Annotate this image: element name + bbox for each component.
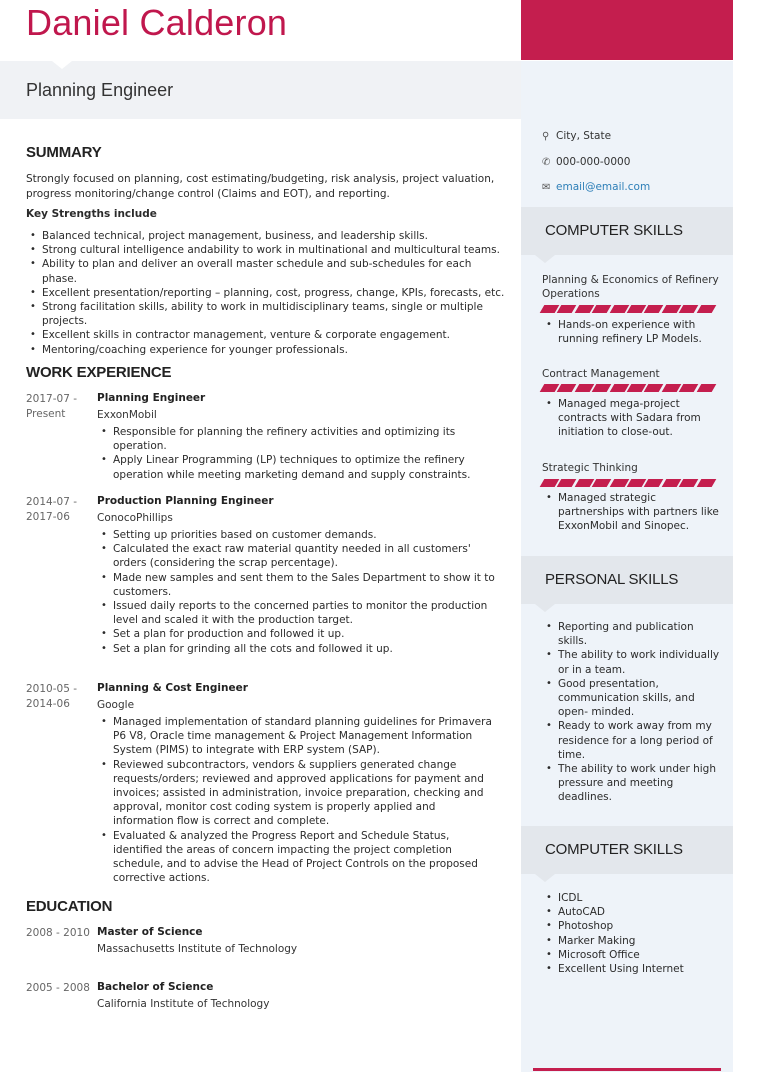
list-item: • Strong facilitation skills, ability to work in multidisciplinary teams, single or multiple projects. <box>26 300 506 328</box>
education-heading: EDUCATION <box>26 898 113 915</box>
phone-icon: ✆ <box>542 157 551 168</box>
contact-email[interactable]: ✉ email@email.com <box>542 181 651 193</box>
list-item: • Excellent Using Internet <box>542 962 722 976</box>
computer-skills-band-notch <box>535 255 555 263</box>
job-bullets <box>97 528 499 656</box>
list-item: • Marker Making <box>542 934 722 948</box>
list-item: • The ability to work individually or in a team. <box>542 648 722 676</box>
education-school: California Institute of Technology <box>97 998 270 1010</box>
key-strengths-list <box>26 229 506 357</box>
job-date: 2014-07 - 2017-06 <box>26 496 77 523</box>
list-item: • Reviewed subcontractors, vendors & suppliers generated change requests/orders; reviewed and approved applications for payment and invoices; assisted in administration, invoice preparation, checking and approval, monitor cost coding system is properly applied and information flow is correct and complete. <box>97 758 499 829</box>
list-item: • Apply Linear Programming (LP) techniques to optimize the refinery operation while meeting marketing demand and supply constraints. <box>97 453 499 481</box>
list-item: • Photoshop <box>542 919 722 933</box>
list-item: • Managed mega-project contracts with Sadara from initiation to close-out. <box>542 397 722 440</box>
education-degree: Master of Science <box>97 926 203 938</box>
personal-skills-heading: PERSONAL SKILLS <box>545 571 679 588</box>
list-item: • Issued daily reports to the concerned parties to monitor the production level and scaled it with the production target. <box>97 599 499 627</box>
list-item: • Excellent presentation/reporting – planning, cost, progress, change, KPIs, forecasts, etc. <box>26 286 506 300</box>
computer-skills-2-list <box>542 891 722 976</box>
education-date: 2005 - 2008 <box>26 982 90 994</box>
list-item: • Setting up priorities based on customer demands. <box>97 528 499 542</box>
skill-bullets <box>542 397 722 440</box>
job-role: Planning Engineer <box>97 392 206 404</box>
envelope-icon: ✉ <box>542 182 551 193</box>
summary-text: Strongly focused on planning, cost estimating/budgeting, risk analysis, project valuation, progress monitoring/change control (Claims and EOT), and reporting. <box>26 173 495 200</box>
skill-bullets <box>542 491 722 534</box>
job-bullets <box>97 425 499 482</box>
education-degree: Bachelor of Science <box>97 981 214 993</box>
sidebar-bottom-accent <box>533 1068 721 1071</box>
skill-name: Contract Management <box>542 368 660 380</box>
skill-bullets <box>542 318 722 346</box>
list-item: • Set a plan for production and followed it up. <box>97 627 499 641</box>
job-bullets <box>97 715 499 885</box>
candidate-name: Daniel Calderon <box>26 2 288 43</box>
skill-name: Planning & Economics of Refinery Operations <box>542 274 719 300</box>
education-date: 2008 - 2010 <box>26 927 90 939</box>
job-title: Planning Engineer <box>26 80 174 100</box>
skill-level-segment <box>696 384 716 392</box>
contact-phone: ✆ 000-000-0000 <box>542 156 631 168</box>
skill-level-bar <box>542 305 714 313</box>
list-item: • Evaluated & analyzed the Progress Report and Schedule Status, identified the areas of concern impacting the project completion schedule, and to advise the Head of Project Controls on the proposed corrective actions. <box>97 829 499 886</box>
list-item: • Balanced technical, project management, business, and leadership skills. <box>26 229 506 243</box>
list-item: • ICDL <box>542 891 722 905</box>
skill-level-segment <box>696 305 716 313</box>
job-company: Google <box>97 699 135 711</box>
list-item: • The ability to work under high pressure and meeting deadlines. <box>542 762 722 805</box>
list-item: • Ready to work away from my residence for a long period of time. <box>542 719 722 762</box>
personal-skills-list <box>542 620 722 805</box>
list-item: • Strong cultural intelligence andability to work in multinational and multicultural teams. <box>26 243 506 257</box>
header-accent-bar <box>521 0 733 60</box>
list-item: • Reporting and publication skills. <box>542 620 722 648</box>
list-item: • Managed implementation of standard planning guidelines for Primavera P6 V8, Oracle time management & Project Management Information System (PIMS) to integrate with ERP system (SAP). <box>97 715 499 758</box>
key-strengths-title: Key Strengths include <box>26 208 157 220</box>
list-item: • Set a plan for grinding all the cots and followed it up. <box>97 642 499 656</box>
job-title-band-notch <box>52 61 72 69</box>
list-item: • Calculated the exact raw material quantity needed in all customers' orders (considering the scrap percentage). <box>97 542 499 570</box>
skill-level-bar <box>542 479 714 487</box>
contact-location: ⚲ City, State <box>542 130 612 142</box>
job-role: Production Planning Engineer <box>97 495 274 507</box>
list-item: • Responsible for planning the refinery activities and optimizing its operation. <box>97 425 499 453</box>
list-item: • Excellent skills in contractor management, venture & corporate engagement. <box>26 328 506 342</box>
computer-skills-2-heading: COMPUTER SKILLS <box>545 841 683 858</box>
list-item: • Managed strategic partnerships with partners like ExxonMobil and Sinopec. <box>542 491 722 534</box>
computer-skills-2-band-notch <box>535 874 555 882</box>
list-item: • Hands-on experience with running refinery LP Models. <box>542 318 722 346</box>
skill-level-segment <box>696 479 716 487</box>
list-item: • Good presentation, communication skills, and open- minded. <box>542 677 722 720</box>
skill-name: Strategic Thinking <box>542 462 638 474</box>
location-pin-icon: ⚲ <box>542 131 550 142</box>
list-item: • AutoCAD <box>542 905 722 919</box>
education-school: Massachusetts Institute of Technology <box>97 943 298 955</box>
job-company: ExxonMobil <box>97 409 157 421</box>
summary-heading: SUMMARY <box>26 144 102 161</box>
computer-skills-heading: COMPUTER SKILLS <box>545 222 683 239</box>
job-role: Planning & Cost Engineer <box>97 682 248 694</box>
job-company: ConocoPhillips <box>97 512 173 524</box>
skill-level-bar <box>542 384 714 392</box>
list-item: • Made new samples and sent them to the Sales Department to show it to customers. <box>97 571 499 599</box>
job-date: 2010-05 - 2014-06 <box>26 683 77 710</box>
job-date: 2017-07 - Present <box>26 393 77 420</box>
list-item: • Microsoft Office <box>542 948 722 962</box>
list-item: • Ability to plan and deliver an overall master schedule and sub-schedules for each phase. <box>26 257 506 285</box>
personal-skills-band-notch <box>535 604 555 612</box>
work-experience-heading: WORK EXPERIENCE <box>26 364 172 381</box>
list-item: • Mentoring/coaching experience for younger professionals. <box>26 343 506 357</box>
